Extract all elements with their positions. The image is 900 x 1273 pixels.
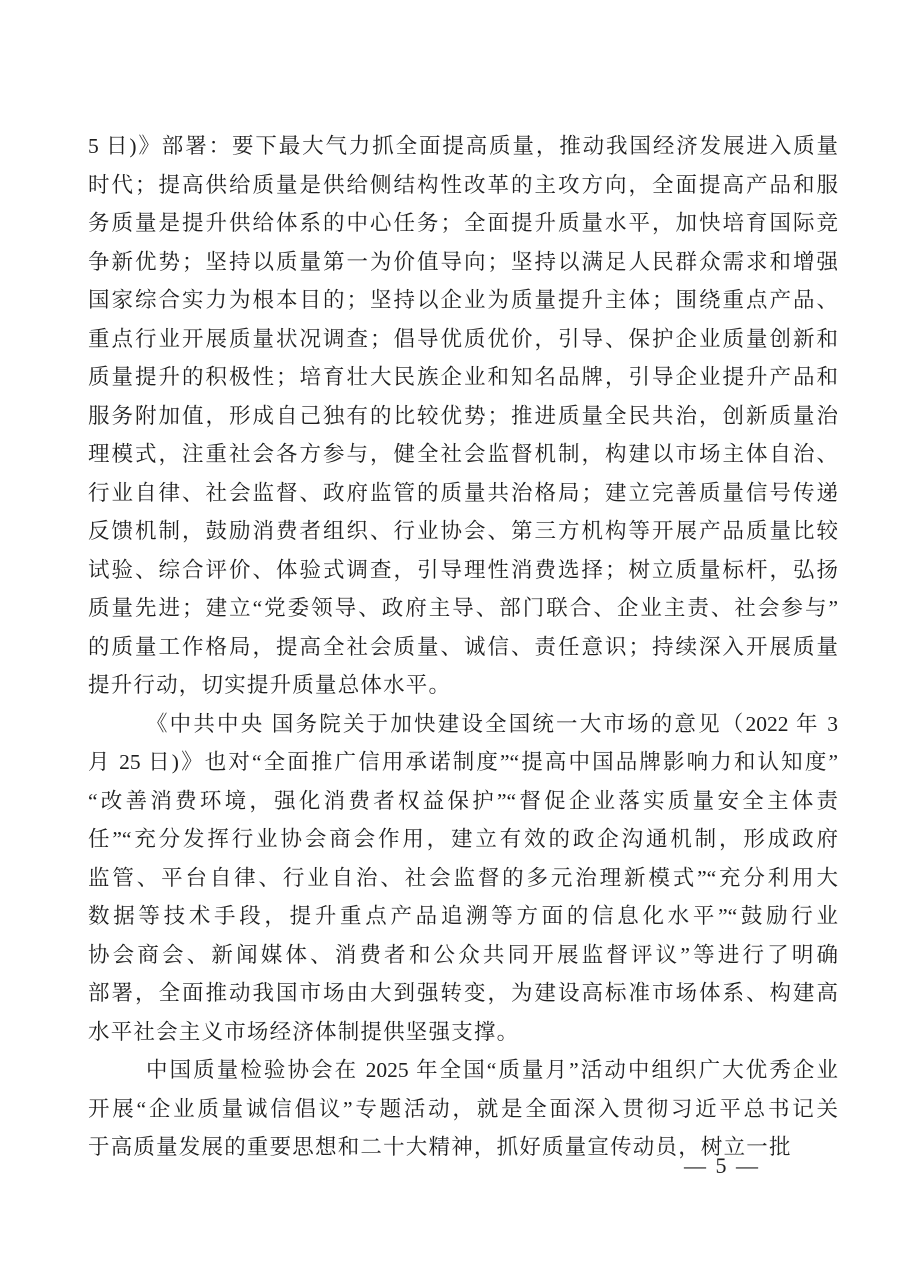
paragraph-end-line: 水平社会主义市场经济体制提供坚强支撑。 (88, 1019, 520, 1044)
text-line: 开展“企业质量诚信倡议”专题活动，就是全面深入贯彻习近平总书记关 (88, 1096, 838, 1121)
text-line: 服务附加值，形成自己独有的比较优势；推进质量全民共治，创新质量治 (88, 403, 838, 428)
paragraph-start-line: 中国质量检验协会在 2025 年全国“质量月”活动中组织广大优秀企业 (146, 1058, 838, 1082)
text-line: 质量先进；建立“党委领导、政府主导、部门联合、企业主责、社会参与” (88, 596, 838, 620)
paragraph-start-line: 《中共中央 国务院关于加快建设全国统一大市场的意见（2022 年 3 (146, 711, 838, 736)
text-line: 任”“充分发挥行业协会商会作用，建立有效的政企沟通机制，形成政府 (88, 827, 838, 851)
text-line: 争新优势；坚持以质量第一为价值导向；坚持以满足人民群众需求和增强 (88, 249, 838, 274)
text-line: 数据等技术手段，提升重点产品追溯等方面的信息化水平”“鼓励行业 (88, 904, 838, 928)
text-line: 监管、平台自律、行业自治、社会监督的多元治理新模式”“充分利用大 (88, 865, 838, 890)
text-line: 协会商会、新闻媒体、消费者和公众共同开展监督评议”等进行了明确 (88, 942, 838, 967)
text-line: 部署，全面推动我国市场由大到强转变，为建设高标准市场体系、构建高 (88, 981, 838, 1005)
text-line: 国家综合实力为根本目的；坚持以企业为质量提升主体；围绕重点产品、 (88, 288, 838, 312)
text-line: 试验、综合评价、体验式调查，引导理性消费选择；树立质量标杆，弘扬 (88, 557, 838, 582)
page-number: — 5 — (684, 1153, 760, 1178)
text-line: 重点行业开展质量状况调查；倡导优质优价，引导、保护企业质量创新和 (88, 326, 838, 351)
text-line: 理模式，注重社会各方参与，健全社会监督机制，构建以市场主体自治、 (88, 442, 838, 466)
text-line: 务质量是提升供给体系的中心任务；全面提升质量水平，加快培育国际竞 (88, 211, 838, 235)
text-line: “改善消费环境，强化消费者权益保护”“督促企业落实质量安全主体责 (88, 788, 838, 813)
text-line: 行业自律、社会监督、政府监管的质量共治格局；建立完善质量信号传递 (88, 480, 838, 505)
paragraph-end-line: 提升行动，切实提升质量总体水平。 (88, 673, 452, 697)
body-text (88, 127, 838, 1167)
text-line: 质量提升的积极性；培育壮大民族企业和知名品牌，引导企业提升产品和 (88, 365, 838, 389)
text-line: 月 25 日)》也对“全面推广信用承诺制度”“提高中国品牌影响力和认知度” (88, 750, 838, 774)
text-line: 时代；提高供给质量是供给侧结构性改革的主攻方向，全面提高产品和服 (88, 172, 838, 197)
text-line: 反馈机制，鼓励消费者组织、行业协会、第三方机构等开展产品质量比较 (88, 519, 838, 543)
text-line: 的质量工作格局，提高全社会质量、诚信、责任意识；持续深入开展质量 (88, 634, 838, 659)
text-line: 5 日)》部署：要下最大气力抓全面提高质量，推动我国经济发展进入质量 (88, 134, 838, 158)
text-line: 于高质量发展的重要思想和二十大精神，抓好质量宣传动员，树立一批 (88, 1135, 792, 1159)
